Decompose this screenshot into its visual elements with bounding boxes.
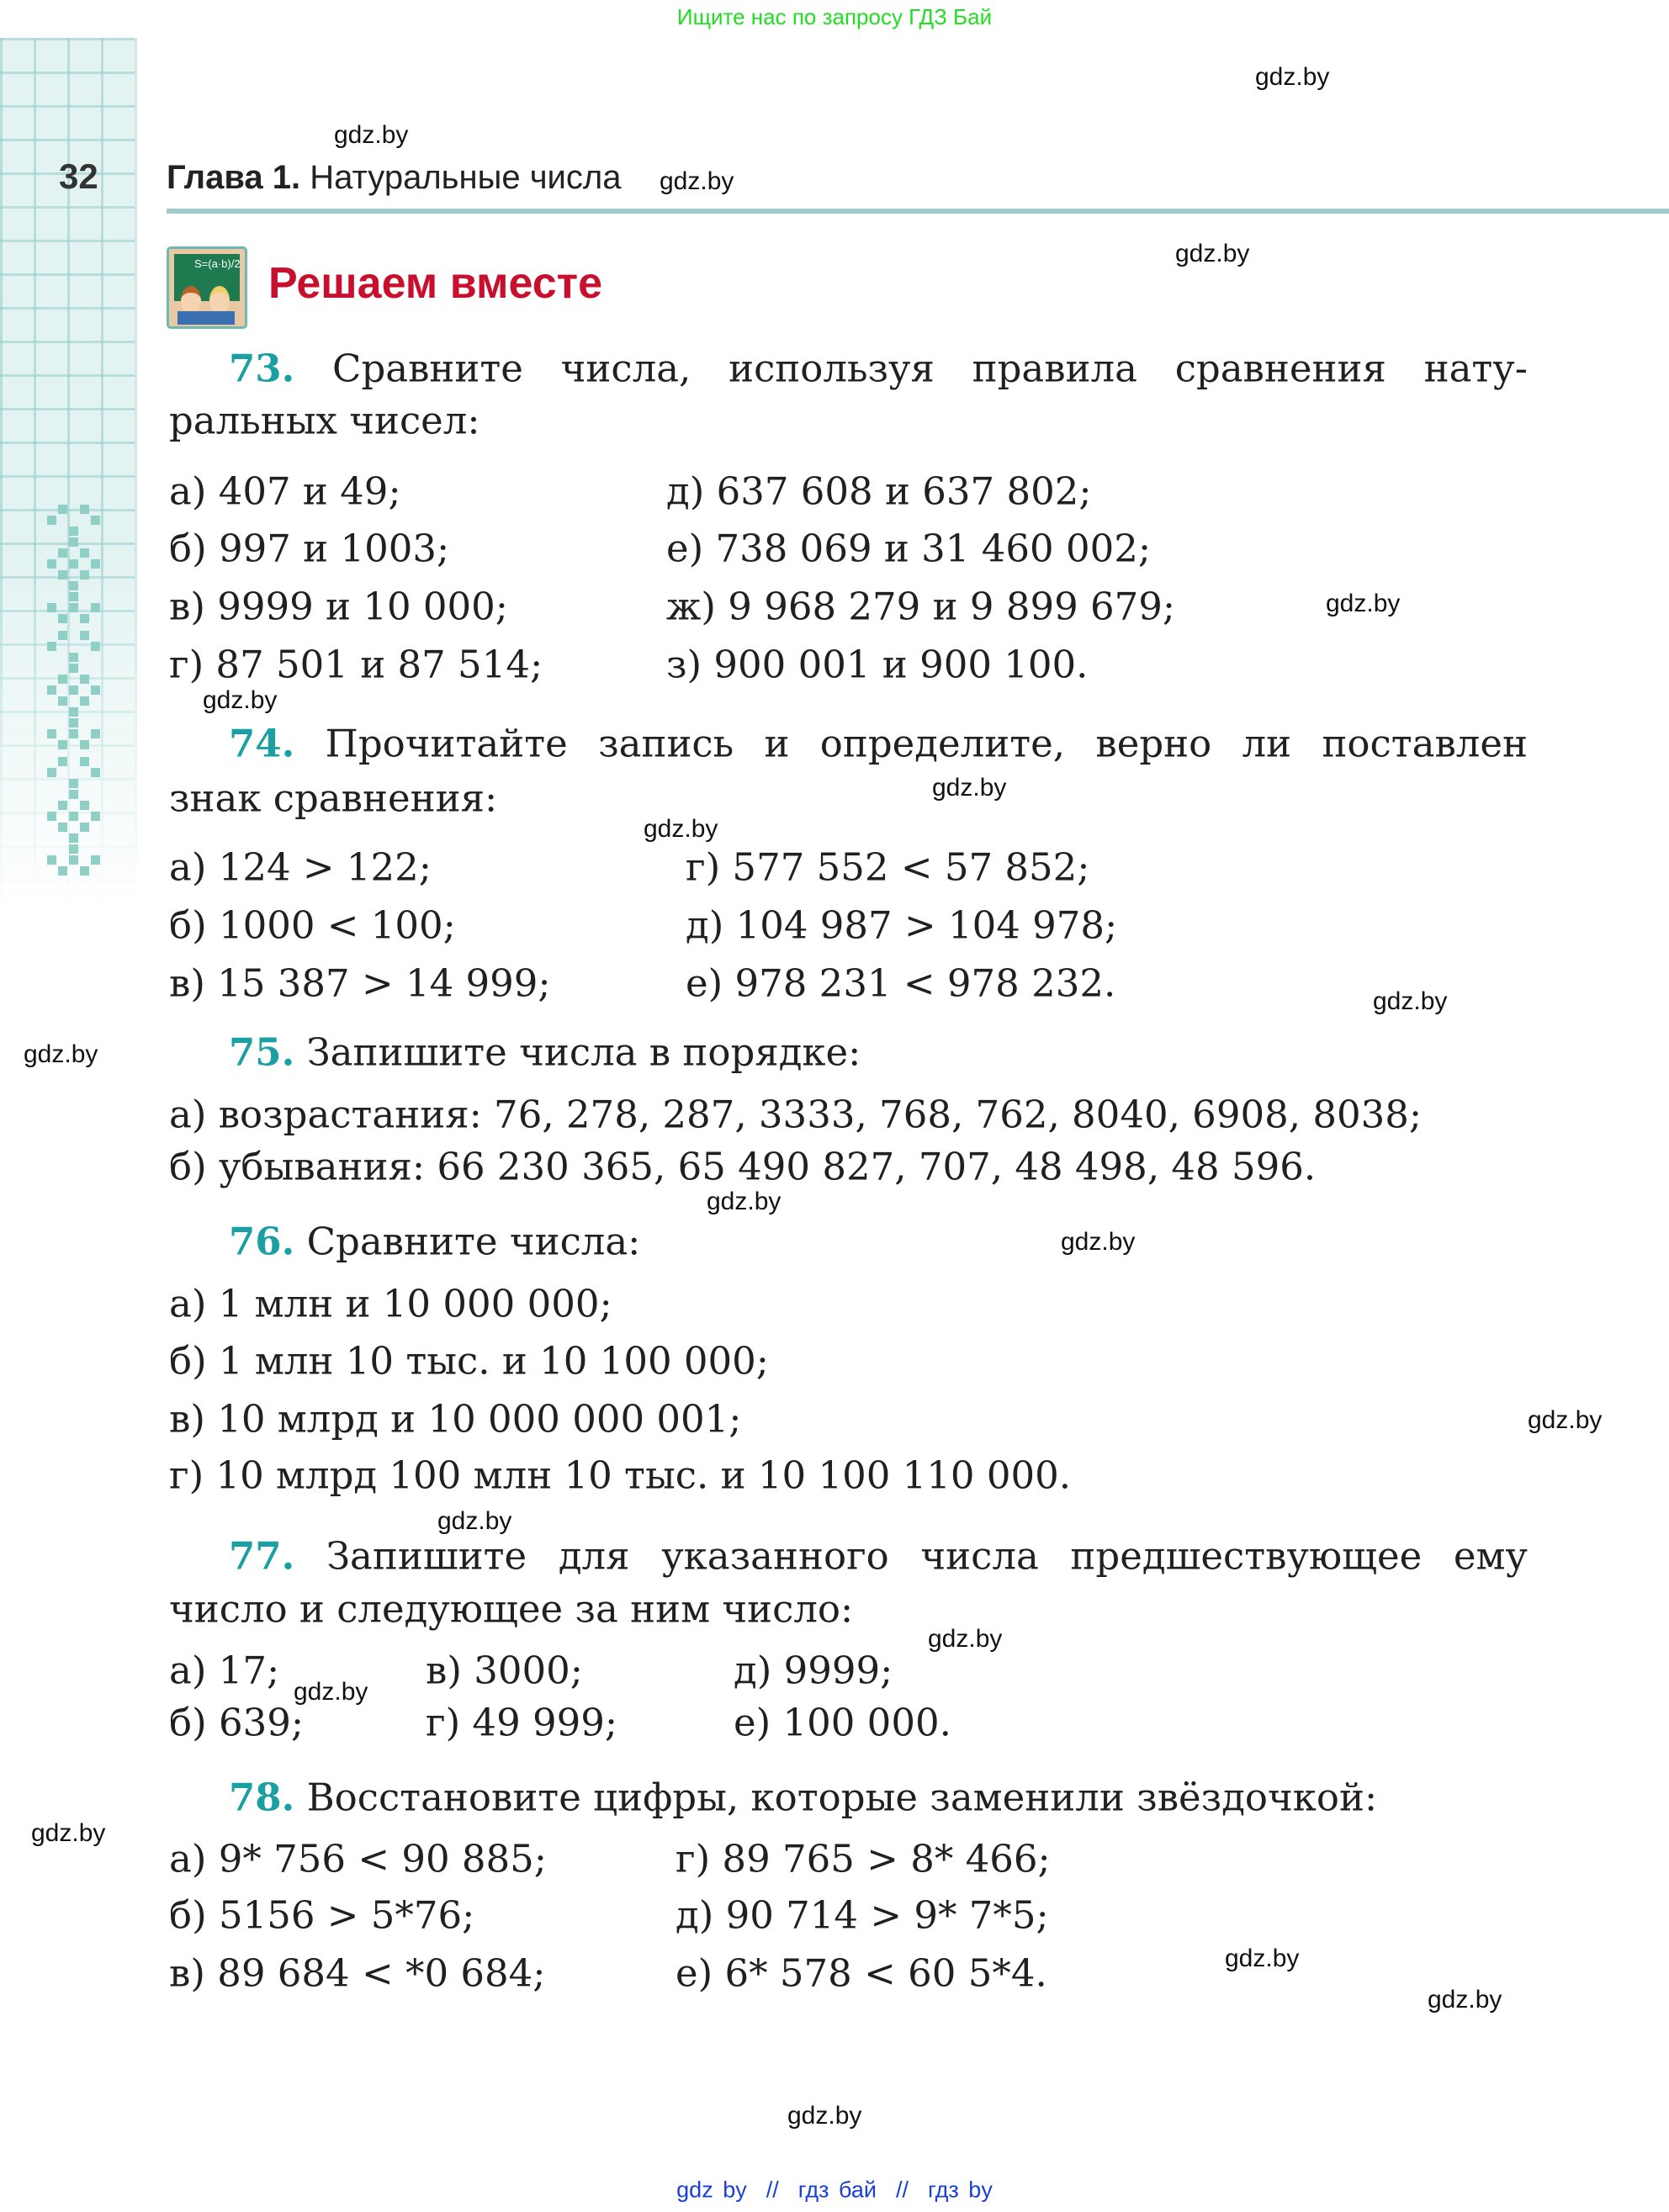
ornament-block: [47, 603, 56, 612]
footer-separator: //: [766, 2177, 779, 2203]
task-text: Восстановите цифры, которые заменили звёздочкой:: [306, 1775, 1378, 1820]
ornament-block: [80, 801, 89, 810]
ornament-block: [69, 603, 78, 612]
search-banner[interactable]: Ищите нас по запросу ГДЗ Бай: [676, 4, 993, 29]
watermark: gdz.by: [928, 1625, 1003, 1653]
ornament-block: [80, 614, 89, 623]
list-item: д) 90 714 > 9* 7*5;: [676, 1892, 1049, 1938]
list-item: а) 124 > 122;: [169, 844, 432, 890]
footer-link-gdz-bai[interactable]: гдз бай: [797, 2177, 877, 2203]
task-74-prompt-line2: знак сравнения:: [169, 775, 498, 821]
ornament-block: [47, 812, 56, 821]
watermark: gdz.by: [1428, 1986, 1502, 2014]
task-75-prompt: [229, 1029, 861, 1075]
teacher-board-children-icon: S=(a·b)/2: [167, 246, 247, 329]
watermark: gdz.by: [24, 1040, 98, 1068]
task-text: Сравните числа:: [306, 1219, 641, 1264]
ornament-block: [69, 812, 78, 821]
ornament-block: [91, 603, 100, 612]
list-item: е) 978 231 < 978 232.: [686, 960, 1116, 1006]
list-item: е) 738 069 и 31 460 002;: [666, 526, 1151, 571]
ornament-block: [80, 823, 89, 832]
ornament-block: [69, 855, 78, 865]
watermark: gdz.by: [644, 815, 718, 843]
ornament-block: [69, 833, 78, 843]
list-item: ж) 9 968 279 и 9 899 679;: [666, 584, 1176, 629]
watermark: gdz.by: [1326, 590, 1401, 617]
list-item: б) 5156 > 5*76;: [169, 1892, 475, 1938]
watermark: gdz.by: [31, 1819, 106, 1847]
list-item: з) 900 001 и 900 100.: [666, 642, 1089, 687]
task-number: 73.: [229, 346, 295, 391]
ornament-block: [80, 866, 89, 876]
ornament-block: [69, 844, 78, 854]
ornament-block: [80, 696, 89, 706]
list-item: б) убывания: 66 230 365, 65 490 827, 707, 48 498, 48 596.: [169, 1144, 1317, 1189]
list-item: д) 9999;: [734, 1648, 893, 1693]
ornament-block: [69, 653, 78, 662]
task-77-prompt-line2: число и следующее за ним число:: [169, 1586, 854, 1632]
task-number: 77.: [229, 1533, 295, 1579]
task-text: Прочитайте запись и определите, верно ли поставлен: [325, 721, 1528, 766]
watermark: gdz.by: [1225, 1945, 1300, 1972]
ornament-block: [91, 729, 100, 738]
page-number: 32: [59, 156, 98, 196]
list-item: г) 87 501 и 87 514;: [169, 642, 543, 687]
task-number: 74.: [229, 721, 295, 766]
list-item: е) 100 000.: [734, 1700, 951, 1745]
ornament-block: [91, 855, 100, 865]
ornament-block: [80, 570, 89, 579]
task-74-prompt-line1: [229, 721, 1528, 766]
list-item: в) 10 млрд и 10 000 000 001;: [169, 1396, 742, 1442]
list-item: в) 89 684 < *0 684;: [169, 1950, 546, 1996]
list-item: в) 3000;: [426, 1648, 583, 1693]
list-item: а) возрастания: 76, 278, 287, 3333, 768, 762, 8040, 6908, 8038;: [169, 1092, 1422, 1137]
watermark: gdz.by: [787, 2102, 862, 2130]
ornament-block: [69, 790, 78, 799]
list-item: а) 9* 756 < 90 885;: [169, 1836, 547, 1881]
ornament-decoration: [47, 505, 101, 900]
chapter-label: Глава 1.: [167, 159, 301, 196]
footer-links: [0, 2179, 1669, 2202]
watermark: gdz.by: [707, 1188, 782, 1215]
ornament-block: [69, 707, 78, 717]
watermark: gdz.by: [437, 1507, 512, 1535]
watermark: gdz.by: [1373, 987, 1448, 1015]
ornament-block: [69, 685, 78, 695]
watermark: gdz.by: [932, 774, 1007, 802]
task-text: Запишите числа в порядке:: [306, 1029, 861, 1075]
list-item: б) 1000 < 100;: [169, 902, 456, 948]
ornament-block: [69, 581, 78, 590]
watermark: gdz.by: [203, 686, 278, 714]
ornament-block: [80, 675, 89, 684]
ornament-block: [47, 559, 56, 569]
ornament-block: [47, 768, 56, 777]
list-item: б) 1 млн 10 тыс. и 10 100 000;: [169, 1338, 769, 1384]
task-text: Запишите для указанного числа предшествующее ему: [326, 1533, 1528, 1579]
list-item: в) 15 387 > 14 999;: [169, 960, 551, 1006]
ornament-block: [69, 718, 78, 728]
header-rule: [167, 209, 1669, 214]
ornament-block: [91, 516, 100, 525]
ornament-block: [91, 685, 100, 695]
list-item: а) 1 млн и 10 000 000;: [169, 1281, 612, 1326]
ornament-block: [69, 527, 78, 536]
task-77-prompt-line1: [229, 1533, 1528, 1579]
ornament-block: [91, 812, 100, 821]
task-73-prompt-line1: [229, 346, 1528, 391]
footer-separator: //: [896, 2177, 909, 2203]
chapter-heading: [167, 161, 621, 194]
ornament-block: [58, 631, 67, 640]
ornament-block: [80, 631, 89, 640]
ornament-block: [47, 685, 56, 695]
ornament-block: [58, 675, 67, 684]
ornament-block: [58, 570, 67, 579]
list-item: г) 89 765 > 8* 466;: [676, 1836, 1051, 1881]
ornament-block: [47, 516, 56, 525]
ornament-block: [58, 614, 67, 623]
watermark: gdz.by: [1175, 240, 1250, 267]
ornament-block: [58, 866, 67, 876]
task-number: 75.: [229, 1029, 295, 1075]
list-item: г) 49 999;: [426, 1700, 618, 1745]
ornament-block: [69, 559, 78, 569]
list-item: е) 6* 578 < 60 5*4.: [676, 1950, 1047, 1996]
task-76-prompt: [229, 1219, 641, 1264]
footer-link-gdz-by[interactable]: gdz by: [676, 2177, 747, 2203]
section-title: Решаем вместе: [268, 259, 603, 308]
task-73-prompt-line2: ральных чисел:: [169, 398, 480, 443]
list-item: б) 997 и 1003;: [169, 526, 450, 571]
ornament-block: [69, 779, 78, 788]
ornament-block: [47, 642, 56, 651]
watermark: gdz.by: [334, 121, 409, 149]
list-item: в) 9999 и 10 000;: [169, 584, 508, 629]
ornament-block: [58, 757, 67, 766]
watermark: gdz.by: [1528, 1406, 1603, 1434]
list-item: д) 104 987 > 104 978;: [686, 902, 1118, 948]
ornament-block: [80, 548, 89, 558]
list-item: а) 17;: [169, 1648, 280, 1693]
ornament-block: [47, 855, 56, 865]
watermark: gdz.by: [294, 1678, 368, 1706]
ornament-block: [58, 696, 67, 706]
ornament-block: [58, 548, 67, 558]
ornament-block: [58, 505, 67, 514]
ornament-block: [91, 642, 100, 651]
ornament-block: [69, 537, 78, 547]
chapter-title: Натуральные числа: [310, 159, 622, 196]
ornament-block: [91, 559, 100, 569]
watermark: gdz.by: [660, 167, 734, 195]
ornament-block: [47, 729, 56, 738]
footer-link-gdz-by-cyr[interactable]: гдз by: [928, 2177, 993, 2203]
ornament-block: [69, 592, 78, 601]
ornament-block: [69, 729, 78, 738]
ornament-block: [69, 664, 78, 673]
ornament-block: [80, 757, 89, 766]
ornament-block: [91, 768, 100, 777]
list-item: д) 637 608 и 637 802;: [666, 468, 1092, 514]
watermark: gdz.by: [1061, 1228, 1136, 1256]
ornament-block: [58, 823, 67, 832]
watermark: gdz.by: [1255, 63, 1330, 91]
task-text: Сравните числа, используя правила сравнения нату-: [332, 346, 1528, 391]
list-item: г) 10 млрд 100 млн 10 тыс. и 10 100 110 000.: [169, 1453, 1072, 1498]
list-item: г) 577 552 < 57 852;: [686, 844, 1090, 890]
ornament-block: [58, 740, 67, 749]
ornament-block: [80, 740, 89, 749]
task-78-prompt: [229, 1775, 1378, 1820]
list-item: а) 407 и 49;: [169, 468, 401, 514]
task-number: 76.: [229, 1219, 295, 1264]
ornament-block: [58, 801, 67, 810]
task-number: 78.: [229, 1775, 295, 1820]
list-item: б) 639;: [169, 1700, 305, 1745]
ornament-block: [80, 505, 89, 514]
